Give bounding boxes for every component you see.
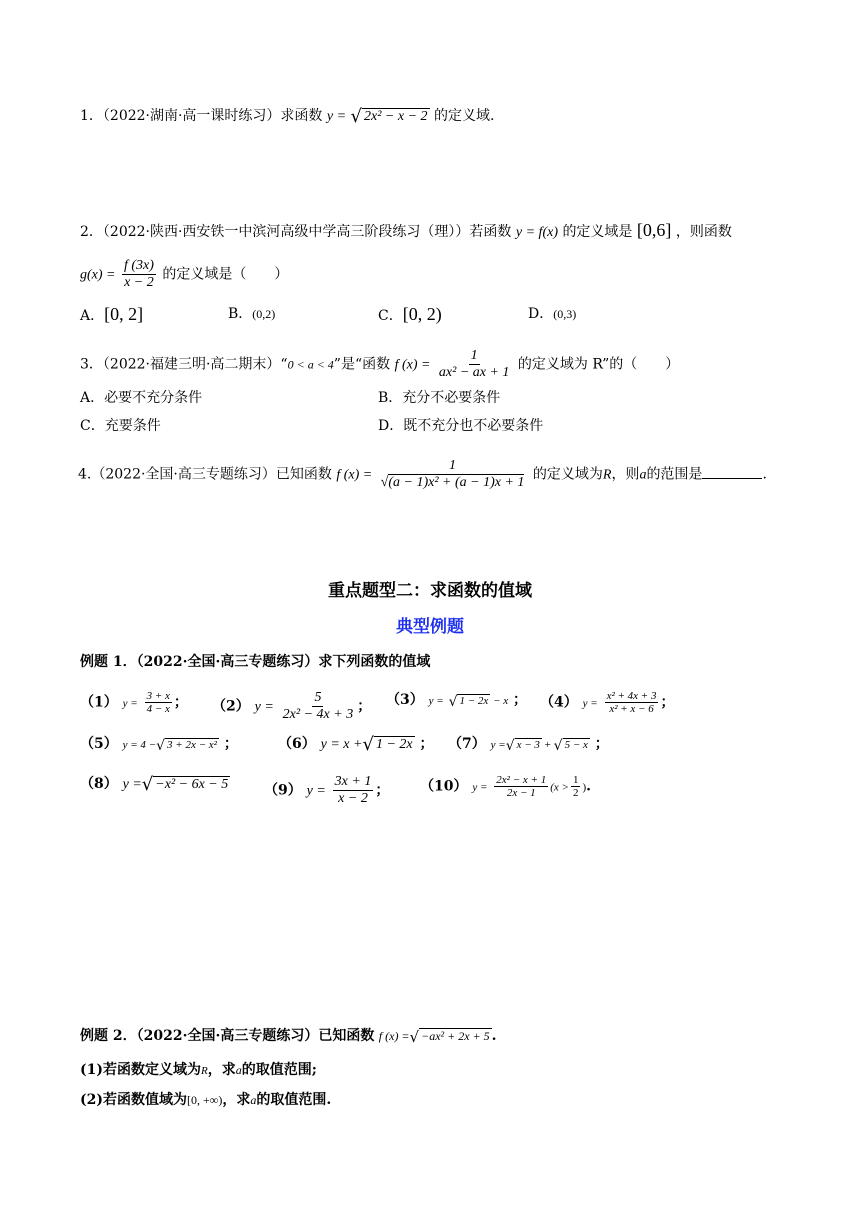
q3-option-b[interactable]: B．充分不必要条件 [378, 390, 501, 406]
q2-option-b[interactable]: B．(0,2) [228, 306, 276, 322]
ex1-item-3: （3） y = √ 1 − 2x − x ； [386, 692, 527, 710]
example-2-part-1: (1)若函数定义域为R，求a的取值范围; [80, 1062, 317, 1078]
q1-tail: 的定义域. [433, 108, 495, 124]
question-2: 2．（2022·陕西·西安铁一中滨河高级中学高三阶段练习（理））若函数 y = f(x) 的定义域是 [0,6] ，则函数 [80, 220, 732, 240]
ex1-item-6: （6） y = x +√ 1 − 2x ； [278, 734, 434, 755]
ex1-item-10: （10） y = $\frac{\text{2x² − x + 1}}{2x - 1}$ (x > $\frac{1}{2}$ ). [420, 774, 591, 799]
ex1-item-4: （4） y = $\frac{\text{x² + 4x + 3}}{\text{x² + x − 6}}$ ； [540, 690, 675, 715]
section-title: 重点题型二：求函数的值域 [328, 581, 532, 601]
example-2: 例题 2．（2022·全国·高三专题练习）已知函数 f (x) =√ −ax² + 2x + 5 . [80, 1028, 497, 1046]
q3-option-d[interactable]: D．既不充分也不必要条件 [378, 418, 544, 434]
question-4: 4.（2022·全国·高三专题练习）已知函数 f (x) = $\frac{1}{\text{√(a − 1)x² + (a − 1)x + 1}}$ 的定义域为R，则a的范围是 . [78, 458, 767, 490]
ex1-item-2: （2） y = $\frac{5}{\text{2x² − 4x + 3}}$ ； [212, 690, 372, 722]
ex1-item-7: （7） y =√ x − 3 + √ 5 − x ； [448, 736, 609, 754]
ex1-item-1: （1） y = $\frac{3 + x}{4 - x}$ ； [80, 690, 188, 715]
q1-sqrt: √ 2x² − x − 2 [350, 106, 428, 127]
q3-option-a[interactable]: A．必要不充分条件 [80, 390, 203, 406]
q2-option-d[interactable]: D．(0,3) [528, 306, 577, 322]
example-2-part-2: (2)若函数值域为[0, +∞)，求a的取值范围. [80, 1092, 332, 1108]
q2-option-c[interactable]: C．[0, 2) [378, 304, 442, 324]
ex1-item-9: （9） y = $\frac{3x + 1}{x - 2}$ ； [264, 774, 390, 806]
q2-label: 2．（2022·陕西·西安铁一中滨河高级中学高三阶段练习（理））若函数 [80, 224, 512, 240]
ex1-item-5: （5） y = 4 −√ 3 + 2x − x² ； [80, 736, 238, 754]
q2-option-a[interactable]: A．[0, 2] [80, 304, 144, 324]
answer-blank[interactable] [702, 464, 762, 479]
question-3: 3．（2022·福建三明·高二期末）“0 < a < 4”是“函数 f (x) = $\frac{1}{\text{ax² − ax + 1}}$ 的定义域为 R”的（ ） [80, 348, 680, 380]
q1-label: 1．（2022·湖南·高一课时练习）求函数 [80, 108, 323, 124]
question-2-g: g(x) = $\frac{f (3x)}{x - 2}$ 的定义域是（ ） [80, 258, 289, 290]
ex1-item-8: （8） y =√ −x² − 6x − 5 [80, 774, 229, 795]
example-1-label: 例题 1．（2022·全国·高三专题练习）求下列函数的值域 [80, 654, 431, 670]
q3-option-c[interactable]: C．充要条件 [80, 418, 161, 434]
section-subtitle: 典型例题 [396, 617, 464, 637]
question-1: 1．（2022·湖南·高一课时练习）求函数 y = √ 2x² − x − 2 的定义域. [80, 106, 495, 127]
